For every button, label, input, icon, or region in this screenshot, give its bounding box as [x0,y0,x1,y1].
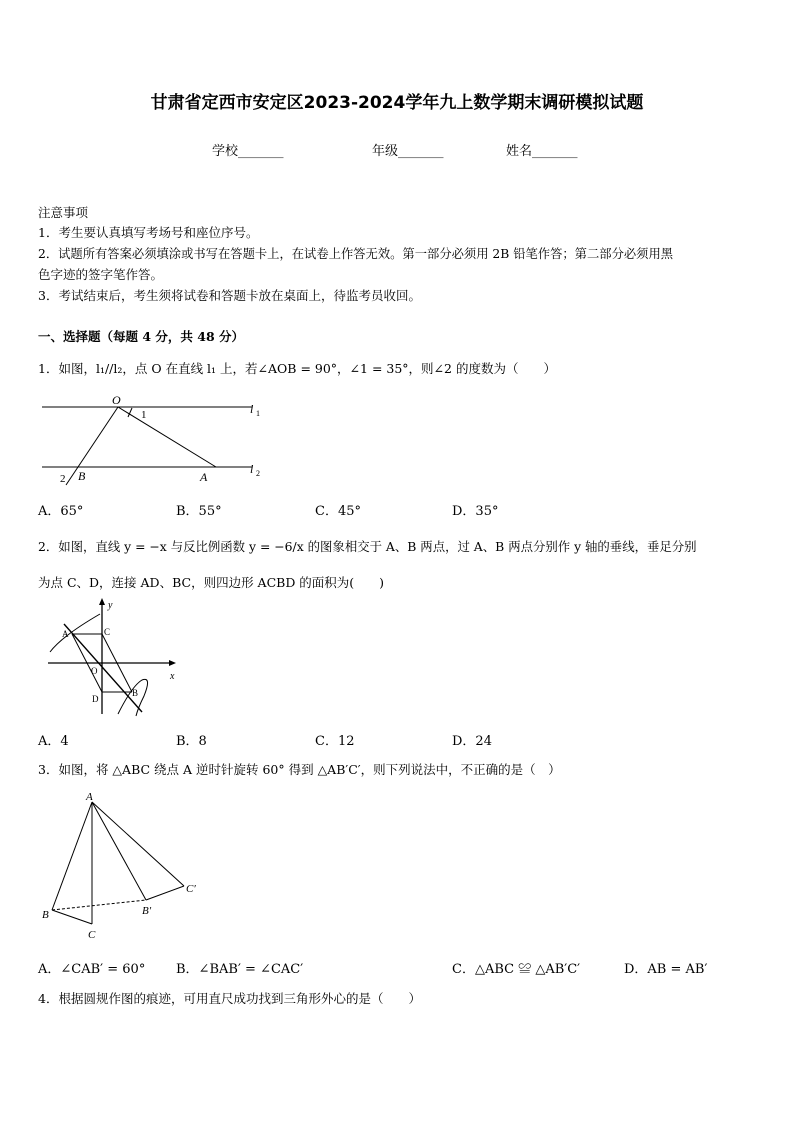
notice-heading: 注意事项 [38,205,89,220]
page-title: 甘肃省定西市安定区2023-2024学年九上数学期末调研模拟试题 [150,93,644,113]
fig1-label-l2: l [250,462,254,476]
fig3-label-Cp: C′ [186,883,196,895]
question-2-option-b[interactable]: B．8 [176,734,207,749]
section-heading: 一、选择题（每题 4 分，共 48 分） [38,329,245,344]
fig3-label-Bp: B′ [142,905,152,917]
question-2-text-line-1: 2．如图，直线 y = −x 与反比例函数 y = −6/x 的图象相交于 A、B 两点，过 A、B 两点分别作 y 轴的垂线，垂足分别 [38,539,697,554]
fig1-label-l2-sub: 2 [256,469,260,478]
fig3-label-A: A [86,791,93,803]
fig1-label-B: B [78,469,86,483]
fig2-label-B: B [132,688,139,698]
notice-item-3: 3．考试结束后，考生须将试卷和答题卡放在桌面上，待监考员收回。 [38,288,421,303]
question-2-option-a[interactable]: A．4 [38,734,69,749]
fig1-label-l1: l [250,402,254,416]
notice-item-1: 1．考生要认真填写考场号和座位序号。 [38,225,259,240]
notice-item-2-line-1: 2．试题所有答案必须填涂或书写在答题卡上，在试卷上作答无效。第一部分必须用 2B 铅笔作答；第二部分必须用黑 [38,247,674,261]
question-1-option-d[interactable]: D．35° [452,504,499,519]
question-2-option-c[interactable]: C．12 [315,734,355,749]
grade-field: 年级_______ [372,144,444,159]
question-3-option-b[interactable]: B．∠BAB′ = ∠CAC′ [176,962,304,977]
question-2-text-line-2: 为点 C、D，连接 AD、BC，则四边形 ACBD 的面积为( ) [38,575,385,590]
question-2-figure [44,596,184,718]
question-2-option-d[interactable]: D．24 [452,734,492,749]
fig2-label-x: x [170,671,175,682]
fig2-label-y: y [108,600,113,611]
question-3-option-c[interactable]: C．△ABC ≌ △AB′C′ [452,962,581,977]
fig1-label-l1-sub: 1 [256,409,260,418]
name-field: 姓名_______ [506,144,578,159]
question-3-option-d[interactable]: D．AB = AB′ [624,962,708,977]
question-1-text: 1．如图，l₁//l₂，点 O 在直线 l₁ 上，若∠AOB = 90°，∠1 = 35°，则∠2 的度数为（ ） [38,361,556,376]
question-3-option-a[interactable]: A．∠CAB′ = 60° [38,962,146,977]
fig2-label-D: D [92,694,99,704]
fig3-label-C: C [88,929,96,941]
question-3-figure [38,788,208,943]
fig1-label-A: A [200,470,208,484]
fig1-label-2: 2 [60,473,66,485]
fig1-label-1: 1 [141,409,147,421]
question-4-text: 4．根据圆规作图的痕迹，可用直尺成功找到三角形外心的是（ ） [38,991,421,1006]
question-1-figure [38,390,268,490]
fig2-label-C: C [104,627,111,637]
question-1-option-a[interactable]: A．65° [38,504,84,519]
notice-item-2-line-2: 色字迹的签字笔作答。 [38,267,164,282]
question-1-option-b[interactable]: B．55° [176,504,222,519]
school-field: 学校_______ [212,144,284,159]
fig2-label-A: A [62,629,69,639]
fig3-label-B: B [42,909,49,921]
fig2-label-O: O [91,666,98,676]
question-3-text: 3．如图，将 △ABC 绕点 A 逆时针旋转 60° 得到 △AB′C′，则下列说法中，不正确的是（ ） [38,762,561,777]
fig1-label-O: O [112,393,121,407]
question-1-option-c[interactable]: C．45° [315,504,361,519]
